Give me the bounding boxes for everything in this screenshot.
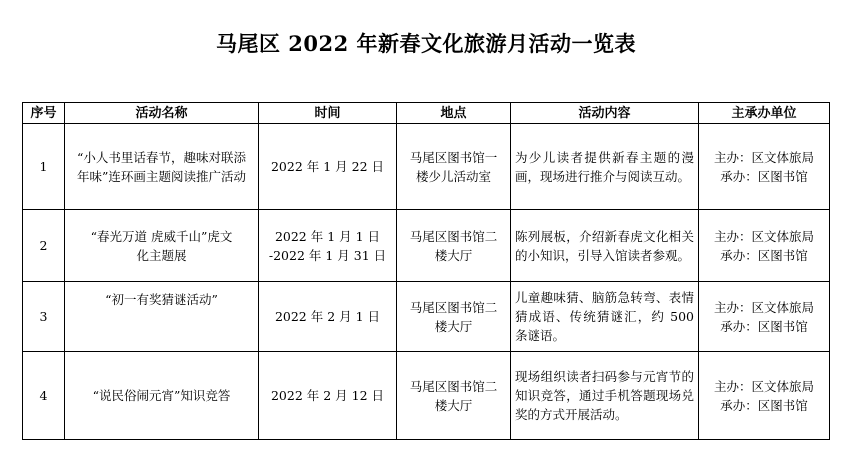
organizer-host: 主办：区文体旅局 <box>713 299 814 315</box>
header-no: 序号 <box>23 103 65 124</box>
activity-name: “春光万道 虎威千山”虎文化主题展 <box>65 210 259 282</box>
header-name: 活动名称 <box>65 103 259 124</box>
row-number: 1 <box>23 124 65 210</box>
header-time: 时间 <box>259 103 397 124</box>
activity-content: 陈列展板，介绍新春虎文化相关的小知识，引导入馆读者参观。 <box>511 210 699 282</box>
organizer <box>699 124 830 210</box>
activity-content: 现场组织读者扫码参与元宵节的知识竞答，通过手机答题现场兑奖的方式开展活动。 <box>511 352 699 440</box>
organizer <box>699 282 830 352</box>
activity-content: 儿童趣味猜、脑筋急转弯、表情猜成语、传统猜谜汇，约 500 条谜语。 <box>511 282 699 352</box>
table-row <box>23 210 830 282</box>
organizer-co: 承办：区图书馆 <box>720 397 808 413</box>
activity-name: “初一有奖猜谜活动” <box>65 282 259 352</box>
table-row <box>23 124 830 210</box>
organizer-host: 主办：区文体旅局 <box>713 149 814 165</box>
row-number: 2 <box>23 210 65 282</box>
activity-place: 马尾区图书馆一楼少儿活动室 <box>397 124 511 210</box>
organizer <box>699 210 830 282</box>
header-content: 活动内容 <box>511 103 699 124</box>
table-row <box>23 352 830 440</box>
table-header-row <box>23 103 830 124</box>
organizer-co: 承办：区图书馆 <box>720 247 808 263</box>
activity-name: “说民俗闹元宵”知识竞答 <box>65 352 259 440</box>
time-start: 2022 年 1 月 1 日 <box>274 228 381 244</box>
organizer <box>699 352 830 440</box>
activity-time: 2022 年 1 月 22 日 <box>259 124 397 210</box>
organizer-host: 主办：区文体旅局 <box>713 228 814 244</box>
header-place: 地点 <box>397 103 511 124</box>
organizer-co: 承办：区图书馆 <box>720 168 808 184</box>
organizer-co: 承办：区图书馆 <box>720 318 808 334</box>
activity-time: 2022 年 2 月 1 日 <box>259 282 397 352</box>
activity-table <box>22 102 830 440</box>
header-organizer: 主承办单位 <box>699 103 830 124</box>
table-row <box>23 282 830 352</box>
page-title: 马尾区 2022 年新春文化旅游月活动一览表 <box>215 31 637 56</box>
row-number: 4 <box>23 352 65 440</box>
row-number: 3 <box>23 282 65 352</box>
activity-content: 为少儿读者提供新春主题的漫画，现场进行推介与阅读互动。 <box>511 124 699 210</box>
activity-place: 马尾区图书馆二楼大厅 <box>397 282 511 352</box>
time-end: -2022 年 1 月 31 日 <box>268 247 387 263</box>
activity-name: “小人书里话春节，趣味对联添年味”连环画主题阅读推广活动 <box>65 124 259 210</box>
organizer-host: 主办：区文体旅局 <box>713 378 814 394</box>
activity-place: 马尾区图书馆二楼大厅 <box>397 352 511 440</box>
activity-time: 2022 年 2 月 12 日 <box>259 352 397 440</box>
activity-time <box>259 210 397 282</box>
activity-place: 马尾区图书馆二楼大厅 <box>397 210 511 282</box>
